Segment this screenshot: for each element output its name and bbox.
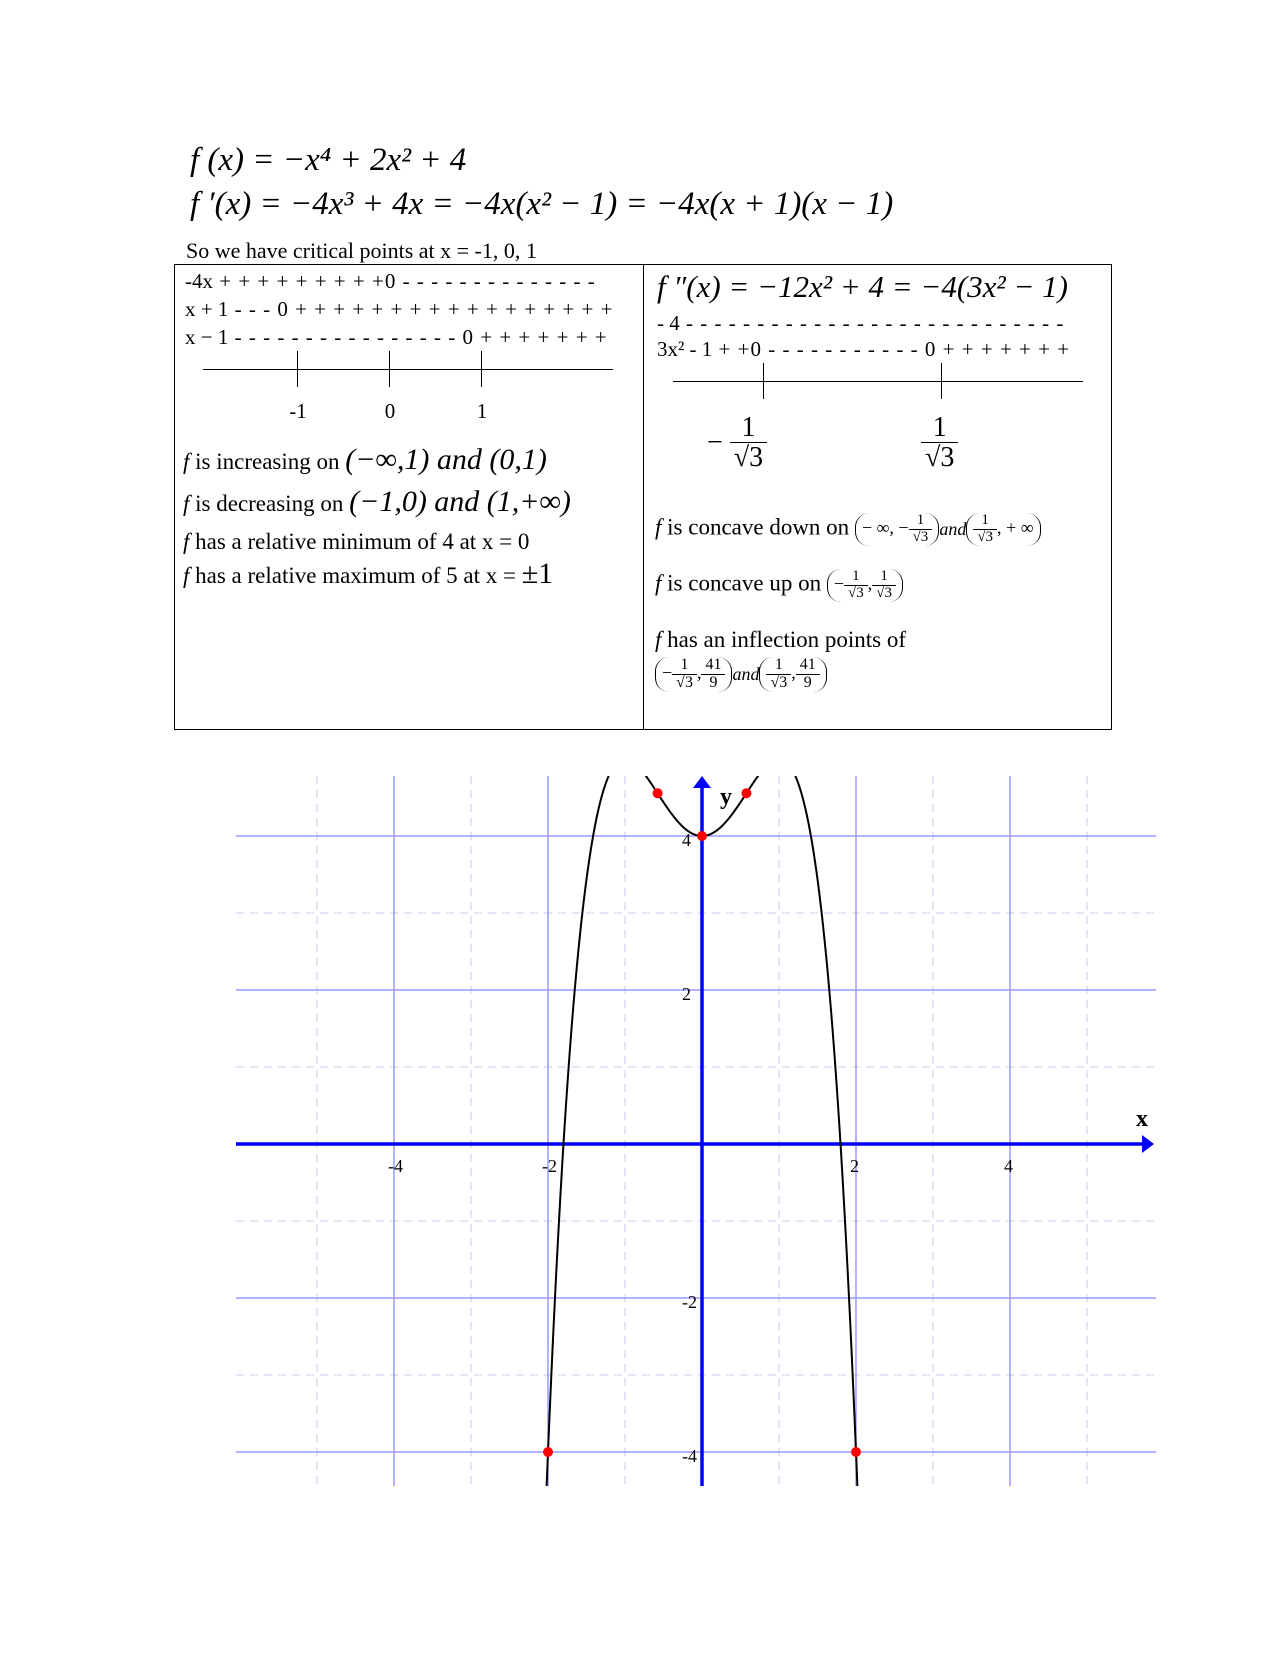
sign-row-neg4x: -4x + + + + + + + + +0 - - - - - - - - - - - - - - bbox=[185, 269, 596, 293]
sign-row-neg4: - 4 - - - - - - - - - - - - - - - - - - - - - - - - - - - bbox=[657, 311, 1065, 335]
inflection-statement: f has an inflection points of bbox=[655, 627, 907, 652]
data-point bbox=[543, 1447, 553, 1457]
y-axis-label: y bbox=[720, 784, 732, 810]
tick-mark bbox=[389, 351, 390, 387]
sign-row-3x2-minus-1: 3x² - 1 + +0 - - - - - - - - - - - 0 + + + + + + + bbox=[657, 337, 1071, 361]
decreasing-statement: f is decreasing on (−1,0) and (1,+∞) bbox=[183, 485, 571, 518]
x-axis-arrow bbox=[1142, 1135, 1154, 1153]
data-point bbox=[653, 788, 663, 798]
function-graph bbox=[236, 776, 1156, 1486]
sign-row-x-minus-1: x − 1 - - - - - - - - - - - - - - - - 0 + + + + + + + bbox=[185, 325, 608, 349]
tick-mark bbox=[297, 351, 298, 387]
relative-minimum-statement: f has a relative minimum of 4 at x = 0 bbox=[183, 529, 530, 554]
second-derivative: f ″(x) = −12x² + 4 = −4(3x² − 1) bbox=[657, 269, 1068, 304]
number-line bbox=[673, 381, 1083, 382]
function-definition: f (x) = −x⁴ + 2x² + 4 bbox=[190, 142, 467, 178]
critical-points-statement: So we have critical points at x = -1, 0, 1 bbox=[186, 238, 537, 263]
x-tick-label: -4 bbox=[388, 1156, 403, 1176]
concave-up-statement: f is concave up on − $\frac{1}{√3}$ , $\frac{1}{√3}$ bbox=[655, 569, 903, 602]
tick-mark bbox=[763, 363, 764, 399]
y-tick-label: -4 bbox=[682, 1446, 697, 1466]
tick-label: -1 bbox=[289, 399, 307, 423]
inflection-points: − $\frac{1}{√3}$ , $\frac{41}{9}$ and $\frac{1}{√3}$ , $\frac{41}{9}$ bbox=[655, 657, 827, 692]
x-tick-label: -2 bbox=[542, 1156, 557, 1176]
x-tick-label: 2 bbox=[850, 1156, 859, 1176]
x-tick-label: 4 bbox=[1004, 1156, 1013, 1176]
concave-down-statement: f is concave down on − ∞, − $\frac{1}{√3}$ and $\frac{1}{√3}$ , + ∞ bbox=[655, 513, 1041, 546]
y-tick-label: 2 bbox=[682, 984, 691, 1004]
tick-label-inv-sqrt3: $\frac{1}{√3}$ bbox=[921, 413, 958, 473]
x-axis-label: x bbox=[1136, 1106, 1148, 1132]
tick-label: 1 bbox=[476, 399, 488, 423]
y-tick-label: -2 bbox=[682, 1292, 697, 1312]
y-axis-arrow bbox=[693, 776, 711, 788]
sign-row-x-plus-1: x + 1 - - - 0 + + + + + + + + + + + + + + + + + bbox=[185, 297, 614, 321]
second-derivative-panel bbox=[645, 265, 1111, 729]
y-tick-label: 4 bbox=[682, 830, 691, 850]
first-derivative: f ′(x) = −4x³ + 4x = −4x(x² − 1) = −4x(x + 1)(x − 1) bbox=[190, 186, 894, 222]
tick-label-neg-inv-sqrt3: − $\frac{1}{√3}$ bbox=[707, 413, 767, 473]
relative-maximum-statement: f has a relative maximum of 5 at x = ±1 bbox=[183, 557, 554, 590]
data-point bbox=[697, 831, 707, 841]
data-point bbox=[851, 1447, 861, 1457]
data-point bbox=[741, 788, 751, 798]
number-line bbox=[203, 369, 613, 370]
tick-mark bbox=[481, 351, 482, 387]
tick-mark bbox=[941, 363, 942, 399]
analysis-table bbox=[174, 264, 1112, 730]
table-divider bbox=[643, 265, 644, 729]
increasing-statement: f is increasing on (−∞,1) and (0,1) bbox=[183, 443, 547, 476]
tick-label: 0 bbox=[384, 399, 396, 423]
